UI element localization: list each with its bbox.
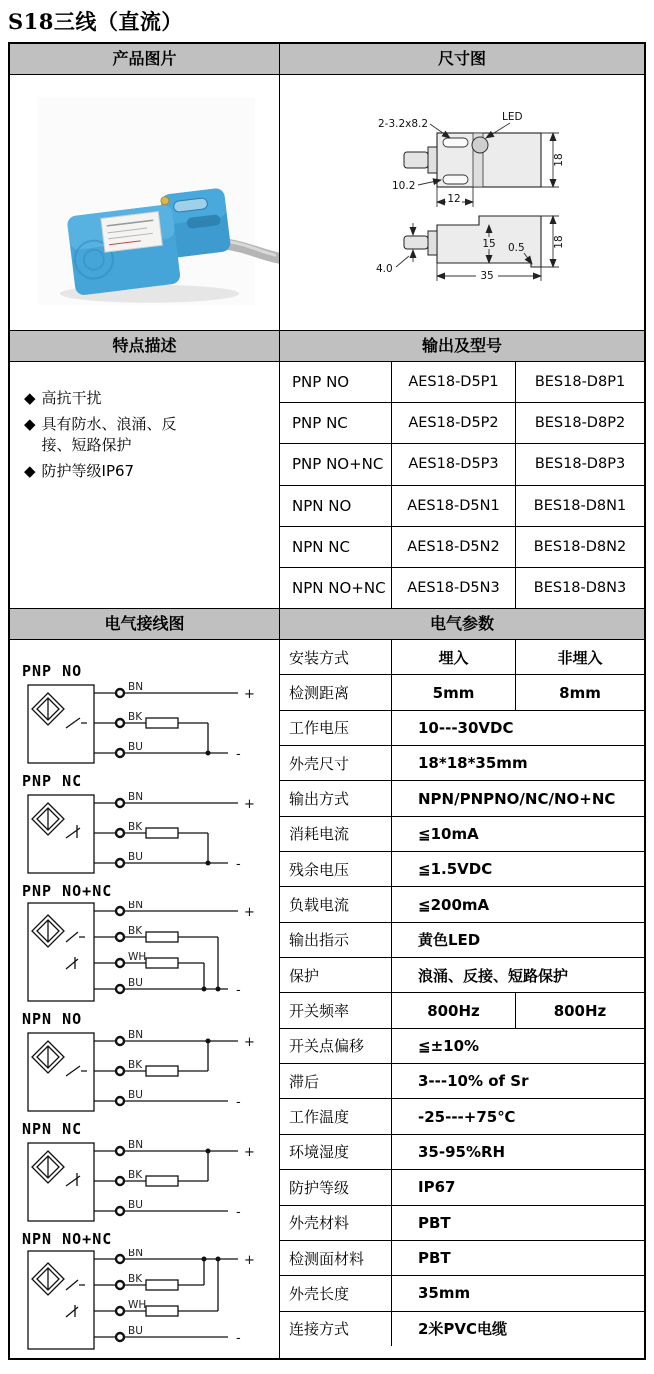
output-type: NPN NO+NC (280, 568, 392, 608)
spec-table (8, 42, 646, 1360)
wire-label: BK (128, 711, 143, 723)
param-row (280, 1312, 644, 1346)
header-features: 特点描述 (10, 331, 280, 361)
param-label: 工作温度 (280, 1099, 392, 1133)
param-label: 连接方式 (280, 1312, 392, 1346)
param-value: 2米PVC电缆 (418, 1320, 508, 1339)
param-value: ≦10mA (418, 824, 479, 843)
wiring-diagram-npn-no-nc (22, 1230, 279, 1353)
param-label: 开关频率 (280, 993, 392, 1027)
minus-sign: - (236, 747, 241, 762)
param-row (280, 1241, 644, 1276)
diagram-title: NPN NC (22, 1120, 83, 1138)
param-value: ≦1.5VDC (418, 860, 493, 879)
feature-text: 具有防水、浪涌、反接、短路保护 (41, 415, 177, 454)
wiring-diagram-pnp-no (22, 662, 279, 767)
led-indicator (160, 196, 169, 205)
wiring-diagram-npn-nc (22, 1120, 279, 1225)
param-row (280, 781, 644, 816)
param-row (280, 746, 644, 781)
minus-sign: - (236, 1331, 241, 1346)
param-row (280, 993, 644, 1028)
param-label: 保护 (280, 958, 392, 992)
header-row-middle (10, 331, 644, 362)
param-row (280, 1064, 644, 1099)
param-value: IP67 (418, 1178, 456, 1197)
param-label: 负载电流 (280, 887, 392, 921)
slot-bottom (443, 175, 468, 184)
load-resistor (146, 932, 178, 942)
wire-label: BU (128, 1089, 143, 1101)
param-label: 输出指示 (280, 923, 392, 957)
model-flush: AES18-D5N1 (392, 486, 516, 526)
feature-text: 高抗干扰 (41, 389, 102, 407)
wire-label: BN (128, 791, 144, 803)
dim-slot-label: 2-3.2x8.2 (378, 118, 429, 130)
plus-sign: + (244, 1145, 255, 1160)
param-label: 工作电压 (280, 711, 392, 745)
product-photo (10, 75, 279, 330)
param-value: 18*18*35mm (418, 754, 528, 773)
page-title: S18三线（直流） (8, 9, 183, 34)
wire-label: BU (128, 1325, 143, 1337)
slot-top (443, 138, 468, 147)
bullet-icon: ◆ (24, 415, 36, 433)
product-photo-cell (10, 75, 280, 330)
model-flush: AES18-D5P1 (392, 362, 516, 402)
nc-contact-symbol (66, 957, 78, 969)
param-label: 消耗电流 (280, 817, 392, 851)
param-value-flush: 800Hz (392, 993, 516, 1027)
load-resistor (146, 718, 178, 728)
minus-sign: - (236, 983, 241, 998)
feature-text: 防护等级IP67 (41, 462, 135, 480)
model-row (280, 444, 644, 485)
model-non-flush: BES18-D8N1 (533, 497, 627, 514)
band-wiring-params (10, 640, 644, 1358)
param-label: 滞后 (280, 1064, 392, 1098)
band-image-dimensions (10, 75, 644, 331)
dimension-drawing-cell (280, 75, 648, 330)
param-value-non-flush: 800Hz (553, 1001, 607, 1020)
dim-height-bottom: 18 (553, 235, 565, 249)
wire-label: BK (128, 925, 143, 937)
plus-sign: + (244, 1253, 255, 1268)
wiring-diagram-pnp-nc (22, 772, 279, 877)
diagram-title: NPN NO+NC (22, 1230, 113, 1248)
wire-label: BU (128, 977, 143, 989)
plus-sign: + (244, 797, 255, 812)
dim-led-label: LED (502, 111, 523, 123)
output-type: PNP NC (280, 403, 392, 443)
header-row-bottom (10, 609, 644, 640)
param-value: ≦200mA (418, 895, 490, 914)
model-non-flush: BES18-D8N3 (533, 579, 627, 596)
model-flush: AES18-D5N3 (392, 568, 516, 608)
output-type: PNP NO+NC (280, 444, 392, 484)
param-row (280, 1206, 644, 1241)
diagram-title: PNP NC (22, 772, 83, 790)
nc-contact-symbol (66, 1173, 80, 1186)
param-label: 开关点偏移 (280, 1029, 392, 1063)
param-value-non-flush: 非埋入 (557, 648, 603, 667)
param-value-flush: 埋入 (392, 640, 516, 674)
param-row (280, 675, 644, 710)
model-non-flush: BES18-D8N2 (533, 538, 627, 555)
header-output-models: 输出及型号 (421, 336, 502, 355)
no-contact-symbol (66, 1066, 87, 1076)
param-row (280, 711, 644, 746)
model-row (280, 486, 644, 527)
param-row (280, 1276, 644, 1311)
parameters-table (280, 640, 644, 1346)
band-features-models (10, 362, 644, 609)
output-type: NPN NC (280, 527, 392, 567)
model-non-flush: BES18-D8P1 (534, 374, 626, 391)
diagram-title: PNP NO+NC (22, 882, 113, 900)
minus-sign: - (236, 857, 241, 872)
model-non-flush: BES18-D8P2 (534, 415, 626, 432)
output-models-table (280, 362, 644, 608)
model-row (280, 362, 644, 403)
param-value-non-flush: 8mm (559, 683, 601, 702)
param-label: 外壳尺寸 (280, 746, 392, 780)
wire-label: BU (128, 851, 143, 863)
model-row (280, 527, 644, 568)
wire-label: BK (128, 1169, 143, 1181)
diagram-title: PNP NO (22, 662, 83, 680)
param-row (280, 1029, 644, 1064)
param-row (280, 852, 644, 887)
header-row-top (10, 44, 644, 75)
model-row (280, 568, 644, 608)
plus-sign: + (244, 687, 255, 702)
load-resistor (146, 828, 178, 838)
model-flush: AES18-D5P3 (392, 444, 516, 484)
output-type: NPN NO (280, 486, 392, 526)
dim-inner-height: 15 (482, 238, 496, 250)
param-value: ≦±10% (418, 1036, 480, 1055)
param-row (280, 958, 644, 993)
no-contact-symbol (66, 1280, 85, 1290)
wire-label: BN (128, 901, 144, 911)
param-label: 检测面材料 (280, 1241, 392, 1275)
feature-item (24, 414, 269, 456)
nc-contact-symbol (66, 1305, 78, 1317)
param-value: PBT (418, 1249, 451, 1268)
model-flush: AES18-D5P2 (392, 403, 516, 443)
param-row (280, 887, 644, 922)
wire-label: BK (128, 1273, 143, 1285)
dim-height-top: 18 (553, 153, 565, 167)
load-resistor (146, 1280, 178, 1290)
wiring-diagrams-cell (10, 640, 280, 1358)
param-label: 外壳材料 (280, 1206, 392, 1240)
wire-label: BK (128, 821, 143, 833)
feature-item (24, 461, 269, 482)
param-value: PBT (418, 1213, 451, 1232)
param-row (280, 817, 644, 852)
param-value: 35mm (418, 1284, 471, 1303)
header-product-image: 产品图片 (10, 44, 280, 74)
feature-item (24, 388, 269, 409)
header-wiring: 电气接线图 (10, 609, 280, 639)
load-resistor (146, 1066, 178, 1076)
plus-sign: + (244, 1035, 255, 1050)
wire-label: WH (128, 951, 147, 963)
diagram-title: NPN NO (22, 1010, 83, 1028)
features-cell (10, 362, 280, 608)
wire-label: BN (128, 1249, 144, 1259)
minus-sign: - (236, 1095, 241, 1110)
wire-label: BU (128, 741, 143, 753)
wiring-diagram-pnp-no-nc (22, 882, 279, 1005)
product-label-sticker (101, 212, 162, 253)
bullet-icon: ◆ (24, 462, 36, 480)
param-row (280, 923, 644, 958)
param-label: 检测距离 (280, 675, 392, 709)
plus-sign: + (244, 905, 255, 920)
dimension-drawing (280, 75, 648, 330)
model-row (280, 403, 644, 444)
model-non-flush: BES18-D8P3 (534, 456, 626, 473)
param-row (280, 1099, 644, 1134)
dim-length: 35 (480, 270, 494, 282)
bullet-icon: ◆ (24, 389, 36, 407)
load-resistor (146, 1306, 178, 1316)
dim-notch: 0.5 (508, 242, 525, 254)
wire-label: BN (128, 1029, 144, 1041)
param-value-flush: 5mm (392, 675, 516, 709)
no-contact-symbol (66, 718, 87, 728)
param-label: 残余电压 (280, 852, 392, 886)
wire-label: BN (128, 1139, 144, 1151)
minus-sign: - (236, 1205, 241, 1220)
param-label: 安装方式 (280, 640, 392, 674)
param-label: 外壳长度 (280, 1276, 392, 1310)
param-value: 35-95%RH (418, 1142, 506, 1161)
param-label: 防护等级 (280, 1170, 392, 1204)
param-row (280, 1135, 644, 1170)
dim-stub: 4.0 (376, 263, 393, 275)
no-contact-symbol (66, 932, 85, 942)
wiring-diagram-npn-no (22, 1010, 279, 1115)
param-row (280, 1170, 644, 1205)
nc-contact-symbol (66, 825, 80, 838)
led-circle (472, 137, 488, 153)
output-type: PNP NO (280, 362, 392, 402)
load-resistor (146, 1176, 178, 1186)
param-label: 环境湿度 (280, 1135, 392, 1169)
model-flush: AES18-D5N2 (392, 527, 516, 567)
dim-offset: 10.2 (392, 180, 416, 192)
dim-width-step: 12 (447, 193, 461, 205)
param-value: 黄色LED (418, 931, 481, 950)
wire-label: BU (128, 1199, 143, 1211)
param-value: 3---10% of Sr (418, 1072, 529, 1091)
param-row (280, 640, 644, 675)
wire-label: BK (128, 1059, 143, 1071)
param-value: 浪涌、反接、短路保护 (418, 966, 569, 985)
param-value: NPN/PNPNO/NC/NO+NC (418, 789, 616, 808)
param-value: 10---30VDC (418, 718, 514, 737)
load-resistor (146, 958, 178, 968)
param-label: 输出方式 (280, 781, 392, 815)
wire-label: BN (128, 681, 144, 693)
header-parameters: 电气参数 (429, 614, 494, 633)
header-dimensions: 尺寸图 (437, 49, 486, 68)
param-value: -25---+75℃ (418, 1107, 516, 1126)
wire-label: WH (128, 1299, 147, 1311)
